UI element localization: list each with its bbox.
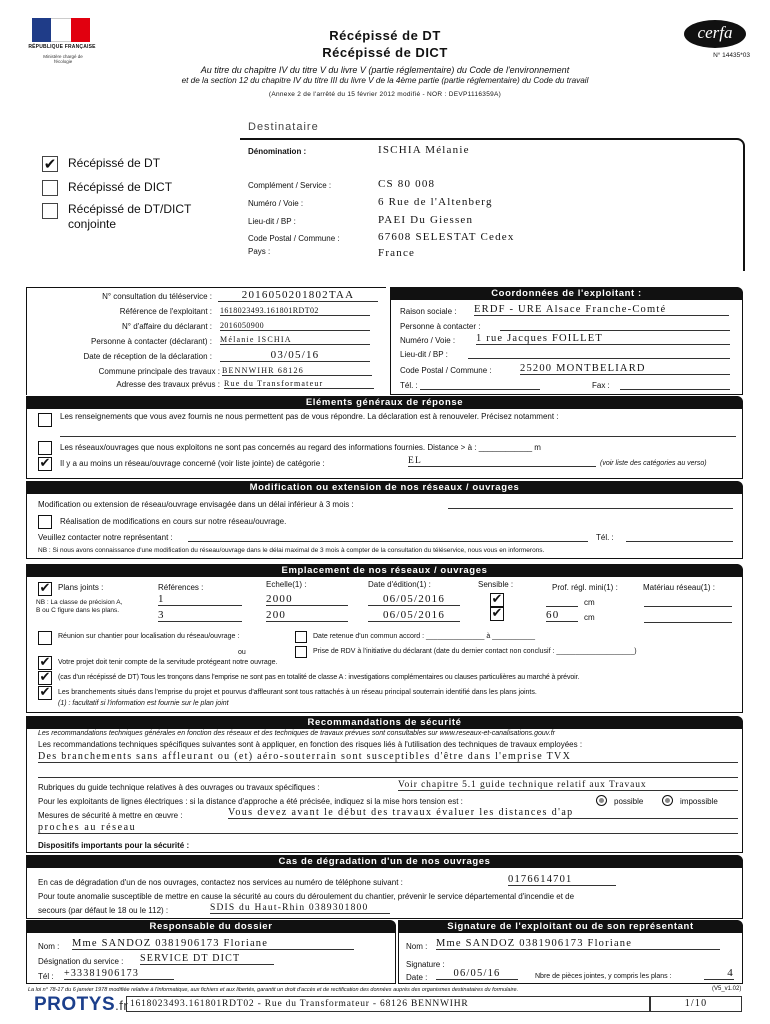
modif-tel-line[interactable] <box>626 541 733 542</box>
consult-label-6: Commune principale des travaux : <box>98 367 220 376</box>
row2-ref[interactable]: 3 <box>158 609 242 622</box>
footer-reference: 1618023493.161801RDT02 - Rue du Transformateur - 68126 BENNWIHR <box>126 996 650 1012</box>
not-concerned-text: Les réseaux/ouvrages que nous exploitons ne sont pas concernés au regard des informations fournies. Distance > à : ____________ m <box>60 443 541 452</box>
version-label: (V5_v1.02) <box>712 986 742 992</box>
republic-label: RÉPUBLIQUE FRANÇAISE <box>28 44 96 50</box>
checkbox-no-response[interactable] <box>38 413 52 427</box>
checkbox-classe-a[interactable]: ✔ <box>39 670 51 685</box>
pays-label: Pays : <box>248 247 271 256</box>
lieu-value[interactable]: PAEI Du Giessen <box>378 214 474 226</box>
raison-value[interactable]: ERDF - URE Alsace Franche-Comté <box>474 304 729 316</box>
checkbox-plans-joints[interactable]: ✔ <box>39 581 51 596</box>
modif-text-3: Veuillez contacter notre représentant : <box>38 533 173 542</box>
reunion-text: Réunion sur chantier pour localisation du réseau/ouvrage : <box>58 633 240 640</box>
radio-possible[interactable] <box>596 795 607 806</box>
rdv-text: Prise de RDV à l'initiative du déclarant (date du dernier contact non conclusif : ____________________) <box>313 648 637 655</box>
no-response-text: Les renseignements que vous avez fournis ne nous permettent pas de vous répondre. La déclaration est à renouveler. Précisez notamment : <box>60 412 559 421</box>
form-subtitle-2: et de la section 12 du chapitre IV du titre III du livre V de la 4ème partie (partie réglementaire) du Code du travail <box>181 76 589 85</box>
checkbox-recepisse-dict[interactable] <box>42 180 58 196</box>
mesures-value-2[interactable]: proches au réseau <box>38 822 738 834</box>
securite-title: Recommandations de sécurité <box>26 716 743 729</box>
row1-materiau[interactable] <box>644 606 732 607</box>
guide-value[interactable]: Voir chapitre 5.1 guide technique relatif aux Travaux <box>398 780 738 791</box>
row2-unit: cm <box>584 613 595 622</box>
refs-header: Références : <box>158 583 204 592</box>
row2-echelle[interactable]: 200 <box>266 609 348 622</box>
form-title-dict: Récépissé de DICT <box>322 45 448 60</box>
echelle-header: Echelle(1) : <box>266 580 307 589</box>
row1-sensible[interactable]: ✔ <box>491 592 503 607</box>
pieces-label: Nbre de pièces jointes, y compris les plans : <box>535 973 672 980</box>
voie-value[interactable]: 6 Rue de l'Altenberg <box>378 196 493 208</box>
protys-tld: .fr <box>115 998 129 1013</box>
consult-value-3[interactable]: 2016050900 <box>220 321 370 331</box>
pays-value[interactable]: France <box>378 247 416 259</box>
degradation-title: Cas de dégradation d'un de nos ouvrages <box>26 855 743 868</box>
checkbox-concerned[interactable]: ✔ <box>39 456 51 471</box>
exploitant-tel-label: Tél. : <box>400 381 418 390</box>
precision-note: NB : La classe de précision A, B ou C figure dans les plans. <box>36 599 123 614</box>
row1-unit: cm <box>584 598 595 607</box>
date-header: Date d'édition(1) : <box>368 580 431 589</box>
voie-label: Numéro / Voie : <box>248 199 304 208</box>
exploitant-cp-value[interactable]: 25200 MONTBELIARD <box>520 363 730 375</box>
row1-prof[interactable] <box>546 597 578 607</box>
consult-label-3: N° d'affaire du déclarant : <box>122 322 212 331</box>
row2-materiau[interactable] <box>644 622 732 623</box>
denomination-label: Dénomination : <box>248 147 307 156</box>
consult-value-6[interactable]: BENNWIHR 68126 <box>222 366 372 376</box>
impossible-label: impossible <box>680 797 718 806</box>
codepostal-value[interactable]: 67608 SELESTAT Cedex <box>378 231 515 243</box>
securite-text-4: Pour les exploitants de lignes électriques : si la distance d'approche a été précisée, indiquez si la mise hors tension est : <box>38 797 463 806</box>
concerned-text: Il y a au moins un réseau/ouvrage concerné (voir liste jointe) de catégorie : <box>60 459 325 468</box>
responsable-desig-label: Désignation du service : <box>38 957 124 966</box>
checkbox-recepisse-conjointe[interactable] <box>42 203 58 219</box>
label-recepisse-conjointe-2: conjointe <box>68 217 117 231</box>
plans-label: Plans joints : <box>58 583 104 592</box>
lieu-label: Lieu-dit / BP : <box>248 217 296 226</box>
page-number: 1/10 <box>650 996 742 1012</box>
exploitant-voie-value[interactable]: 1 rue Jacques FOILLET <box>476 333 730 345</box>
signature-nom-label: Nom : <box>406 942 428 951</box>
checkbox-date-accord[interactable] <box>295 631 307 643</box>
servitude-text: Votre projet doit tenir compte de la servitude protégeant notre ouvrage. <box>58 659 278 666</box>
responsable-nom-value[interactable]: Mme SANDOZ 0381906173 Floriane <box>72 938 354 950</box>
mesures-value-1[interactable]: Vous devez avant le début des travaux évaluer les distances d'ap <box>228 807 738 819</box>
modif-title: Modification ou extension de nos réseaux / ouvrages <box>26 481 743 494</box>
cerfa-logo: cerfa <box>684 20 746 48</box>
checkbox-branchements[interactable]: ✔ <box>39 685 51 700</box>
destinataire-title: Destinataire <box>248 121 319 133</box>
category-value[interactable]: EL <box>408 456 596 467</box>
consult-label-2: Référence de l'exploitant : <box>119 307 212 316</box>
materiau-header: Matériau réseau(1) : <box>643 583 716 592</box>
form-subtitle-1: Au titre du chapitre IV du titre V du livre V (partie réglementaire) du Code de l'environnement <box>200 65 570 75</box>
label-recepisse-dict: Récépissé de DICT <box>68 180 173 194</box>
modif-text-1: Modification ou extension de réseau/ouvrage envisagée dans un délai inférieur à 3 mois : <box>38 500 354 509</box>
exploitant-voie-label: Numéro / Voie : <box>400 336 456 345</box>
protys-brand: PROTYS <box>34 994 116 1015</box>
securite-text-3: Rubriques du guide technique relatives à des ouvrages ou travaux spécifiques : <box>38 783 320 792</box>
ministry-label: Ministère chargé de l'écologie <box>43 54 83 64</box>
responsable-nom-label: Nom : <box>38 942 60 951</box>
consult-value-1[interactable]: 2016050201802TAA <box>218 289 378 302</box>
republic-logo <box>32 18 90 42</box>
modif-nb: NB : Si nous avons connaissance d'une modification du réseau/ouvrage dans le délai maximal de 3 mois à compter de la consultation du téléservice, nous vous en informerons. <box>38 547 545 554</box>
law-notice: La loi n° 78-17 du 6 janvier 1978 modifiée relative à l'informatique, aux fichiers et aux libertés, garantit un droit d'accès et de rectification des données auprès des organismes destinataires du formulaire. <box>28 987 519 993</box>
label-recepisse-dt: Récépissé de DT <box>68 156 161 170</box>
possible-label: possible <box>614 797 644 806</box>
exploitant-fax-line[interactable] <box>620 389 730 390</box>
responsable-tel-value[interactable]: +33381906173 <box>64 968 174 980</box>
complement-value[interactable]: CS 80 008 <box>378 178 436 190</box>
consult-value-5[interactable]: 03/05/16 <box>220 349 370 362</box>
exploitant-fax-label: Fax : <box>592 381 610 390</box>
responsable-tel-label: Tél : <box>38 972 54 981</box>
codepostal-label: Code Postal / Commune : <box>248 234 340 243</box>
checkbox-reunion[interactable] <box>38 631 52 645</box>
exploitant-tel-line[interactable] <box>420 389 540 390</box>
modif-text-2: Réalisation de modifications en cours sur notre réseau/ouvrage. <box>60 517 287 526</box>
signature-date-value[interactable]: 06/05/16 <box>436 968 518 980</box>
signature-date-label: Date : <box>406 973 428 982</box>
signature-title: Signature de l'exploitant ou de son représentant <box>398 920 743 933</box>
sdis-value[interactable]: SDIS du Haut-Rhin 0389301800 <box>210 903 390 914</box>
consult-value-2[interactable]: 1618023493.161801RDT02 <box>220 306 370 316</box>
consult-label-4: Personne à contacter (déclarant) : <box>91 337 212 346</box>
securite-text-1: Les recommandations techniques générales en fonction des réseaux et des techniques de travaux prévues sont consultables sur www.reseaux-et-canalisations.gouv.fr <box>38 730 555 737</box>
consult-value-4[interactable]: Mélanie ISCHIA <box>220 335 370 345</box>
checkbox-recepisse-dt[interactable]: ✔ <box>43 155 57 173</box>
ou-text: ou <box>238 649 246 656</box>
branchements-text: Les branchements situés dans l'emprise du projet et pourvus d'affleurant sont tous rattachés à un réseau principal souterrain identifié dans les plans joints. <box>58 689 537 696</box>
degradation-text-2: Pour toute anomalie susceptible de mettre en cause la sécurité au cours du déroulement du chantier, prévenir le service départemental d'incendie et de <box>38 892 575 901</box>
consult-label-7: Adresse des travaux prévus : <box>116 380 220 389</box>
complement-label: Complément / Service : <box>248 181 332 190</box>
form-title-dt: Récépissé de DT <box>329 28 441 43</box>
securite-text-2: Les recommandations techniques spécifiques suivantes sont à appliquer, en fonction des risques liés à l'utilisation des techniques de travaux employées : <box>38 740 583 749</box>
label-recepisse-conjointe-1: Récépissé de DT/DICT <box>68 202 192 216</box>
securite-specific-value[interactable]: Des branchements sans affleurant ou (et) aéro-souterrain sont susceptibles d'être dans l'emprise TVX <box>38 751 738 763</box>
securite-specific-line[interactable] <box>38 777 738 778</box>
sensible-header: Sensible : <box>478 580 514 589</box>
row1-date[interactable]: 06/05/2016 <box>368 593 460 606</box>
row1-ref[interactable]: 1 <box>158 593 242 606</box>
consult-label-1: N° consultation du téléservice : <box>102 292 212 301</box>
category-note: (voir liste des catégories au verso) <box>600 460 707 467</box>
elements-title: Eléments généraux de réponse <box>26 396 743 409</box>
consult-label-5: Date de réception de la déclaration : <box>83 352 212 361</box>
modif-contact-line[interactable] <box>188 541 588 542</box>
checkbox-modif-en-cours[interactable] <box>38 515 52 529</box>
exploitant-lieu-line[interactable] <box>468 358 730 359</box>
emplacement-title: Emplacement de nos réseaux / ouvrages <box>26 564 743 577</box>
prof-header: Prof. régl. mini(1) : <box>552 583 618 592</box>
pieces-value[interactable]: 4 <box>704 967 734 980</box>
form-annex: (Annexe 2 de l'arrêté du 15 février 2012 modifié - NOR : DEVP1116359A) <box>268 91 502 98</box>
checkbox-servitude[interactable]: ✔ <box>39 655 51 670</box>
date-accord-text: Date retenue d'un commun accord : _______________ à ___________ <box>313 633 536 640</box>
modif-line-1[interactable] <box>448 508 733 509</box>
modif-tel-label: Tél. : <box>596 533 614 542</box>
denomination-value[interactable]: ISCHIA Mélanie <box>378 144 470 156</box>
exploitant-title: Coordonnées de l'exploitant : <box>390 287 743 300</box>
no-response-line[interactable] <box>60 436 736 437</box>
contact-line[interactable] <box>500 330 730 331</box>
row2-sensible[interactable]: ✔ <box>491 606 503 621</box>
facultatif-note: (1) : facultatif si l'information est fournie sur le plan joint <box>58 700 229 707</box>
checkbox-rdv[interactable] <box>295 646 307 658</box>
responsable-title: Responsable du dossier <box>26 920 396 933</box>
radio-impossible[interactable] <box>662 795 673 806</box>
row1-echelle[interactable]: 2000 <box>266 593 348 606</box>
checkbox-not-concerned[interactable] <box>38 441 52 455</box>
row2-date[interactable]: 06/05/2016 <box>368 609 460 622</box>
row2-prof[interactable]: 60 <box>546 609 578 622</box>
contact-label: Personne à contacter : <box>400 322 481 331</box>
degradation-text-3: secours (par défaut le 18 ou le 112) : <box>38 906 169 915</box>
exploitant-cp-label: Code Postal / Commune : <box>400 366 492 375</box>
raison-label: Raison sociale : <box>400 307 457 316</box>
exploitant-lieu-label: Lieu-dit / BP : <box>400 350 448 359</box>
classe-a-text: (cas d'un récépissé de DT) Tous les tronçons dans l'emprise ne sont pas en totalité de classe A : investigations complémentaires ou clauses particulières au marché à prévoir. <box>58 674 580 681</box>
responsable-desig-value[interactable]: SERVICE DT DICT <box>140 953 274 965</box>
cerfa-number: N° 14435*03 <box>713 52 750 59</box>
dispositifs-label: Dispositifs importants pour la sécurité : <box>38 841 190 850</box>
protys-logo <box>34 994 128 1016</box>
signature-sig-label: Signature : <box>406 960 445 969</box>
degradation-text-1: En cas de dégradation d'un de nos ouvrages, contactez nos services au numéro de téléphone suivant : <box>38 878 403 887</box>
signature-nom-value[interactable]: Mme SANDOZ 0381906173 Floriane <box>436 938 720 950</box>
securite-text-5: Mesures de sécurité à mettre en œuvre : <box>38 811 183 820</box>
degradation-phone[interactable]: 0176614701 <box>508 874 616 886</box>
consult-value-7[interactable]: Rue du Transformateur <box>224 379 374 389</box>
